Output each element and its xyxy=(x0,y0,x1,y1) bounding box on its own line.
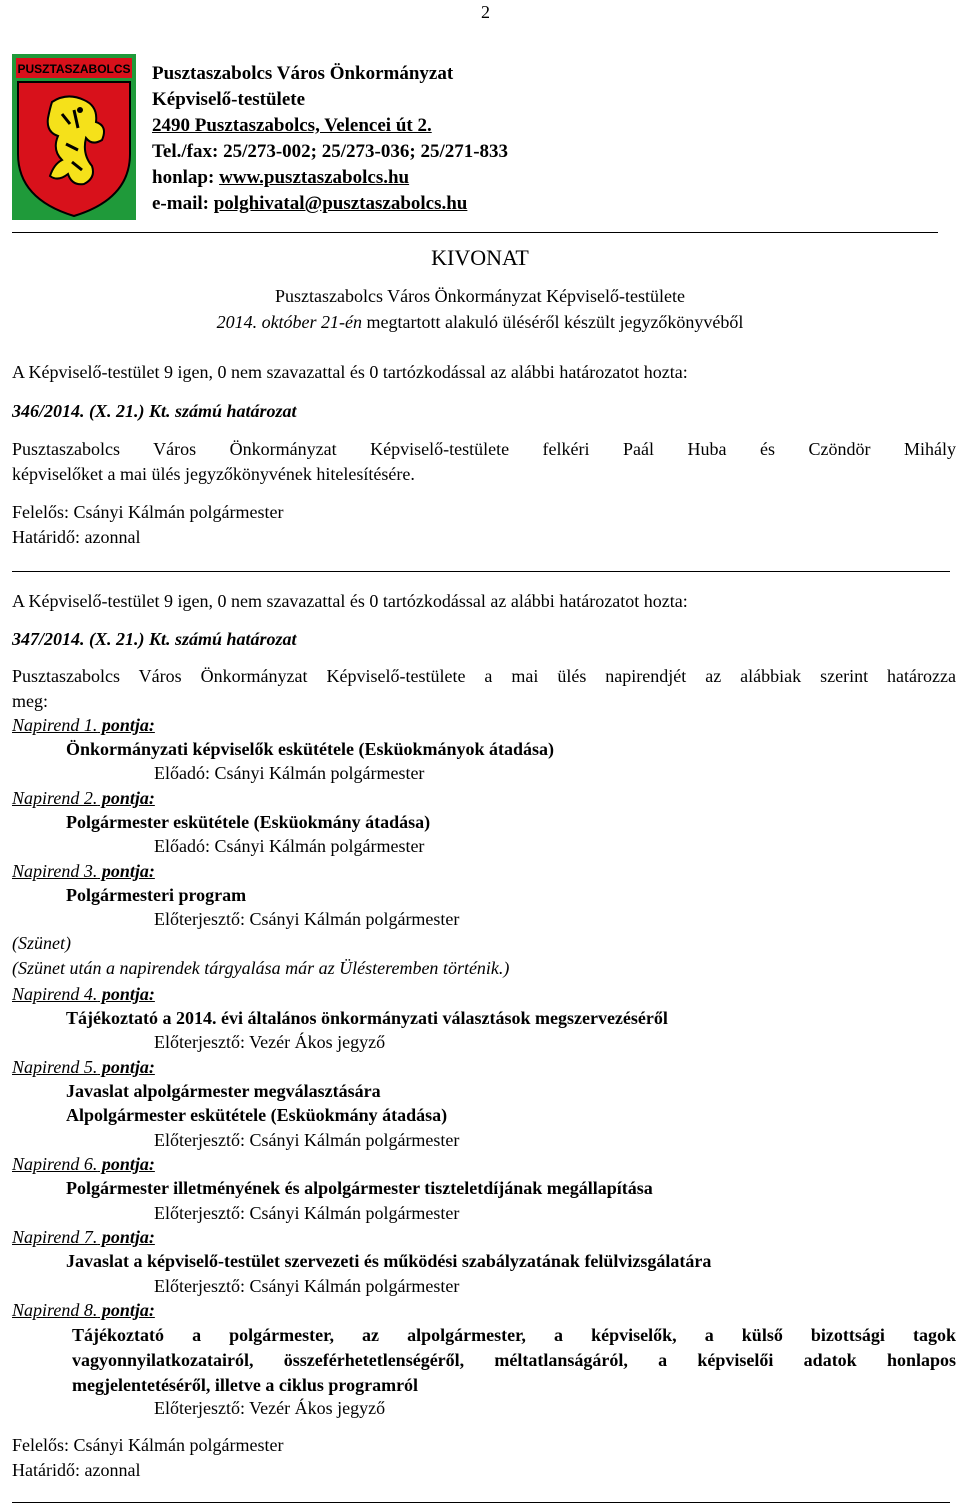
resolution-347-number: 347/2014. (X. 21.) Kt. számú határozat xyxy=(12,629,297,649)
resolution-347-hatarido: Határidő: azonnal xyxy=(12,1460,141,1480)
footer-rule xyxy=(12,1502,950,1503)
org-name: Pusztaszabolcs Város Önkormányzat xyxy=(152,63,454,84)
org-body: Képviselő-testülete xyxy=(152,89,306,110)
agenda-4-title: Tájékoztató a 2014. évi általános önkormányzati választások megszervezéséről xyxy=(66,1008,668,1028)
agenda-2-presenter: Előadó: Csányi Kálmán polgármester xyxy=(154,836,425,856)
agenda-8-title-2: vagyonnyilatkozatairól, összeférhetetlenségéről, méltatlanságáról, a képviselői adatok honlapos xyxy=(72,1350,956,1370)
resolution-346-felelos: Felelős: Csányi Kálmán polgármester xyxy=(12,502,284,522)
agenda-3-title: Polgármesteri program xyxy=(66,885,247,905)
agenda-3-presenter: Előterjesztő: Csányi Kálmán polgármester xyxy=(154,909,460,929)
agenda-1-label: Napirend 1. pontja: xyxy=(12,715,155,735)
agenda-6-label: Napirend 6. pontja: xyxy=(12,1154,155,1174)
email-link[interactable]: polghivatal@pusztaszabolcs.hu xyxy=(213,193,468,214)
agenda-6-title: Polgármester illetményének és alpolgármester tiszteletdíjának megállapítása xyxy=(66,1178,653,1198)
agenda-4-label: Napirend 4. pontja: xyxy=(12,984,155,1004)
web-link[interactable]: www.pusztaszabolcs.hu xyxy=(219,167,410,188)
agenda-1-title: Önkormányzati képviselők eskütétele (Esküokmányok átadása) xyxy=(66,739,555,759)
org-web: honlap: www.pusztaszabolcs.hu xyxy=(152,167,410,188)
resolution-347-felelos: Felelős: Csányi Kálmán polgármester xyxy=(12,1435,284,1455)
org-address: 2490 Pusztaszabolcs, Velencei út 2. xyxy=(152,115,432,136)
agenda-2-label: Napirend 2. pontja: xyxy=(12,788,155,808)
agenda-8-title: Tájékoztató a polgármester, az alpolgármester, a képviselők, a külső bizottsági tagok xyxy=(72,1325,956,1345)
break-after-note: (Szünet után a napirendek tárgyalása már az Ülésteremben történik.) xyxy=(12,958,510,978)
agenda-7-label: Napirend 7. pontja: xyxy=(12,1227,155,1247)
agenda-5-title-2: Alpolgármester eskütétele (Esküokmány átadása) xyxy=(66,1105,448,1125)
agenda-7-title: Javaslat a képviselő-testület szervezeti és működési szabályzatának felülvizsgálatára xyxy=(66,1251,712,1271)
title-line-2: 2014. október 21-én megtartott alakuló üléséről készült jegyzőkönyvéből xyxy=(216,312,744,332)
org-email: e-mail: polghivatal@pusztaszabolcs.hu xyxy=(152,193,468,214)
org-phone: Tel./fax: 25/273-002; 25/273-036; 25/271-833 xyxy=(152,141,509,162)
agenda-7-presenter: Előterjesztő: Csányi Kálmán polgármester xyxy=(154,1276,460,1296)
resolution-346-hatarido: Határidő: azonnal xyxy=(12,527,141,547)
agenda-5-presenter: Előterjesztő: Csányi Kálmán polgármester xyxy=(154,1130,460,1150)
title-line-1: Pusztaszabolcs Város Önkormányzat Képviselő-testülete xyxy=(274,286,686,306)
page-number: 2 xyxy=(481,2,490,22)
agenda-8-presenter: Előterjesztő: Vezér Ákos jegyző xyxy=(154,1398,386,1418)
agenda-4-presenter: Előterjesztő: Vezér Ákos jegyző xyxy=(154,1032,386,1052)
coat-of-arms-logo xyxy=(12,54,136,220)
header-rule xyxy=(12,232,938,233)
vote-line-1: A Képviselő-testület 9 igen, 0 nem szavazattal és 0 tartózkodással az alábbi határozatot hozta: xyxy=(12,362,688,382)
letterhead xyxy=(152,61,508,217)
section-rule xyxy=(12,571,950,572)
agenda-5-title: Javaslat alpolgármester megválasztására xyxy=(66,1081,381,1101)
break-note: (Szünet) xyxy=(12,933,71,953)
vote-line-2: A Képviselő-testület 9 igen, 0 nem szavazattal és 0 tartózkodással az alábbi határozatot hozta: xyxy=(12,591,688,611)
agenda-3-label: Napirend 3. pontja: xyxy=(12,861,155,881)
agenda-5-label: Napirend 5. pontja: xyxy=(12,1057,155,1077)
agenda-8-title-3: megjelentetéséről, illetve a ciklus programról xyxy=(72,1375,419,1395)
resolution-346-text-2: képviselőket a mai ülés jegyzőkönyvének hitelesítésére. xyxy=(12,464,415,484)
agenda-1-presenter: Előadó: Csányi Kálmán polgármester xyxy=(154,763,425,783)
resolution-347-text-1: Pusztaszabolcs Város Önkormányzat Képviselő-testülete a mai ülés napirendjét az alábbiak szerint határozza xyxy=(12,666,956,686)
resolution-346-number: 346/2014. (X. 21.) Kt. számú határozat xyxy=(12,401,297,421)
resolution-347-text-2: meg: xyxy=(12,691,48,711)
agenda-8-label: Napirend 8. pontja: xyxy=(12,1300,155,1320)
agenda-2-title: Polgármester eskütétele (Esküokmány átadása) xyxy=(66,812,431,832)
logo-text: PUSZTASZABOLCS xyxy=(17,62,131,76)
kivonat-title: KIVONAT xyxy=(431,245,529,270)
agenda-6-presenter: Előterjesztő: Csányi Kálmán polgármester xyxy=(154,1203,460,1223)
resolution-346-text-1: Pusztaszabolcs Város Önkormányzat Képviselő-testülete felkéri Paál Huba és Czöndör Mihály xyxy=(12,439,956,459)
